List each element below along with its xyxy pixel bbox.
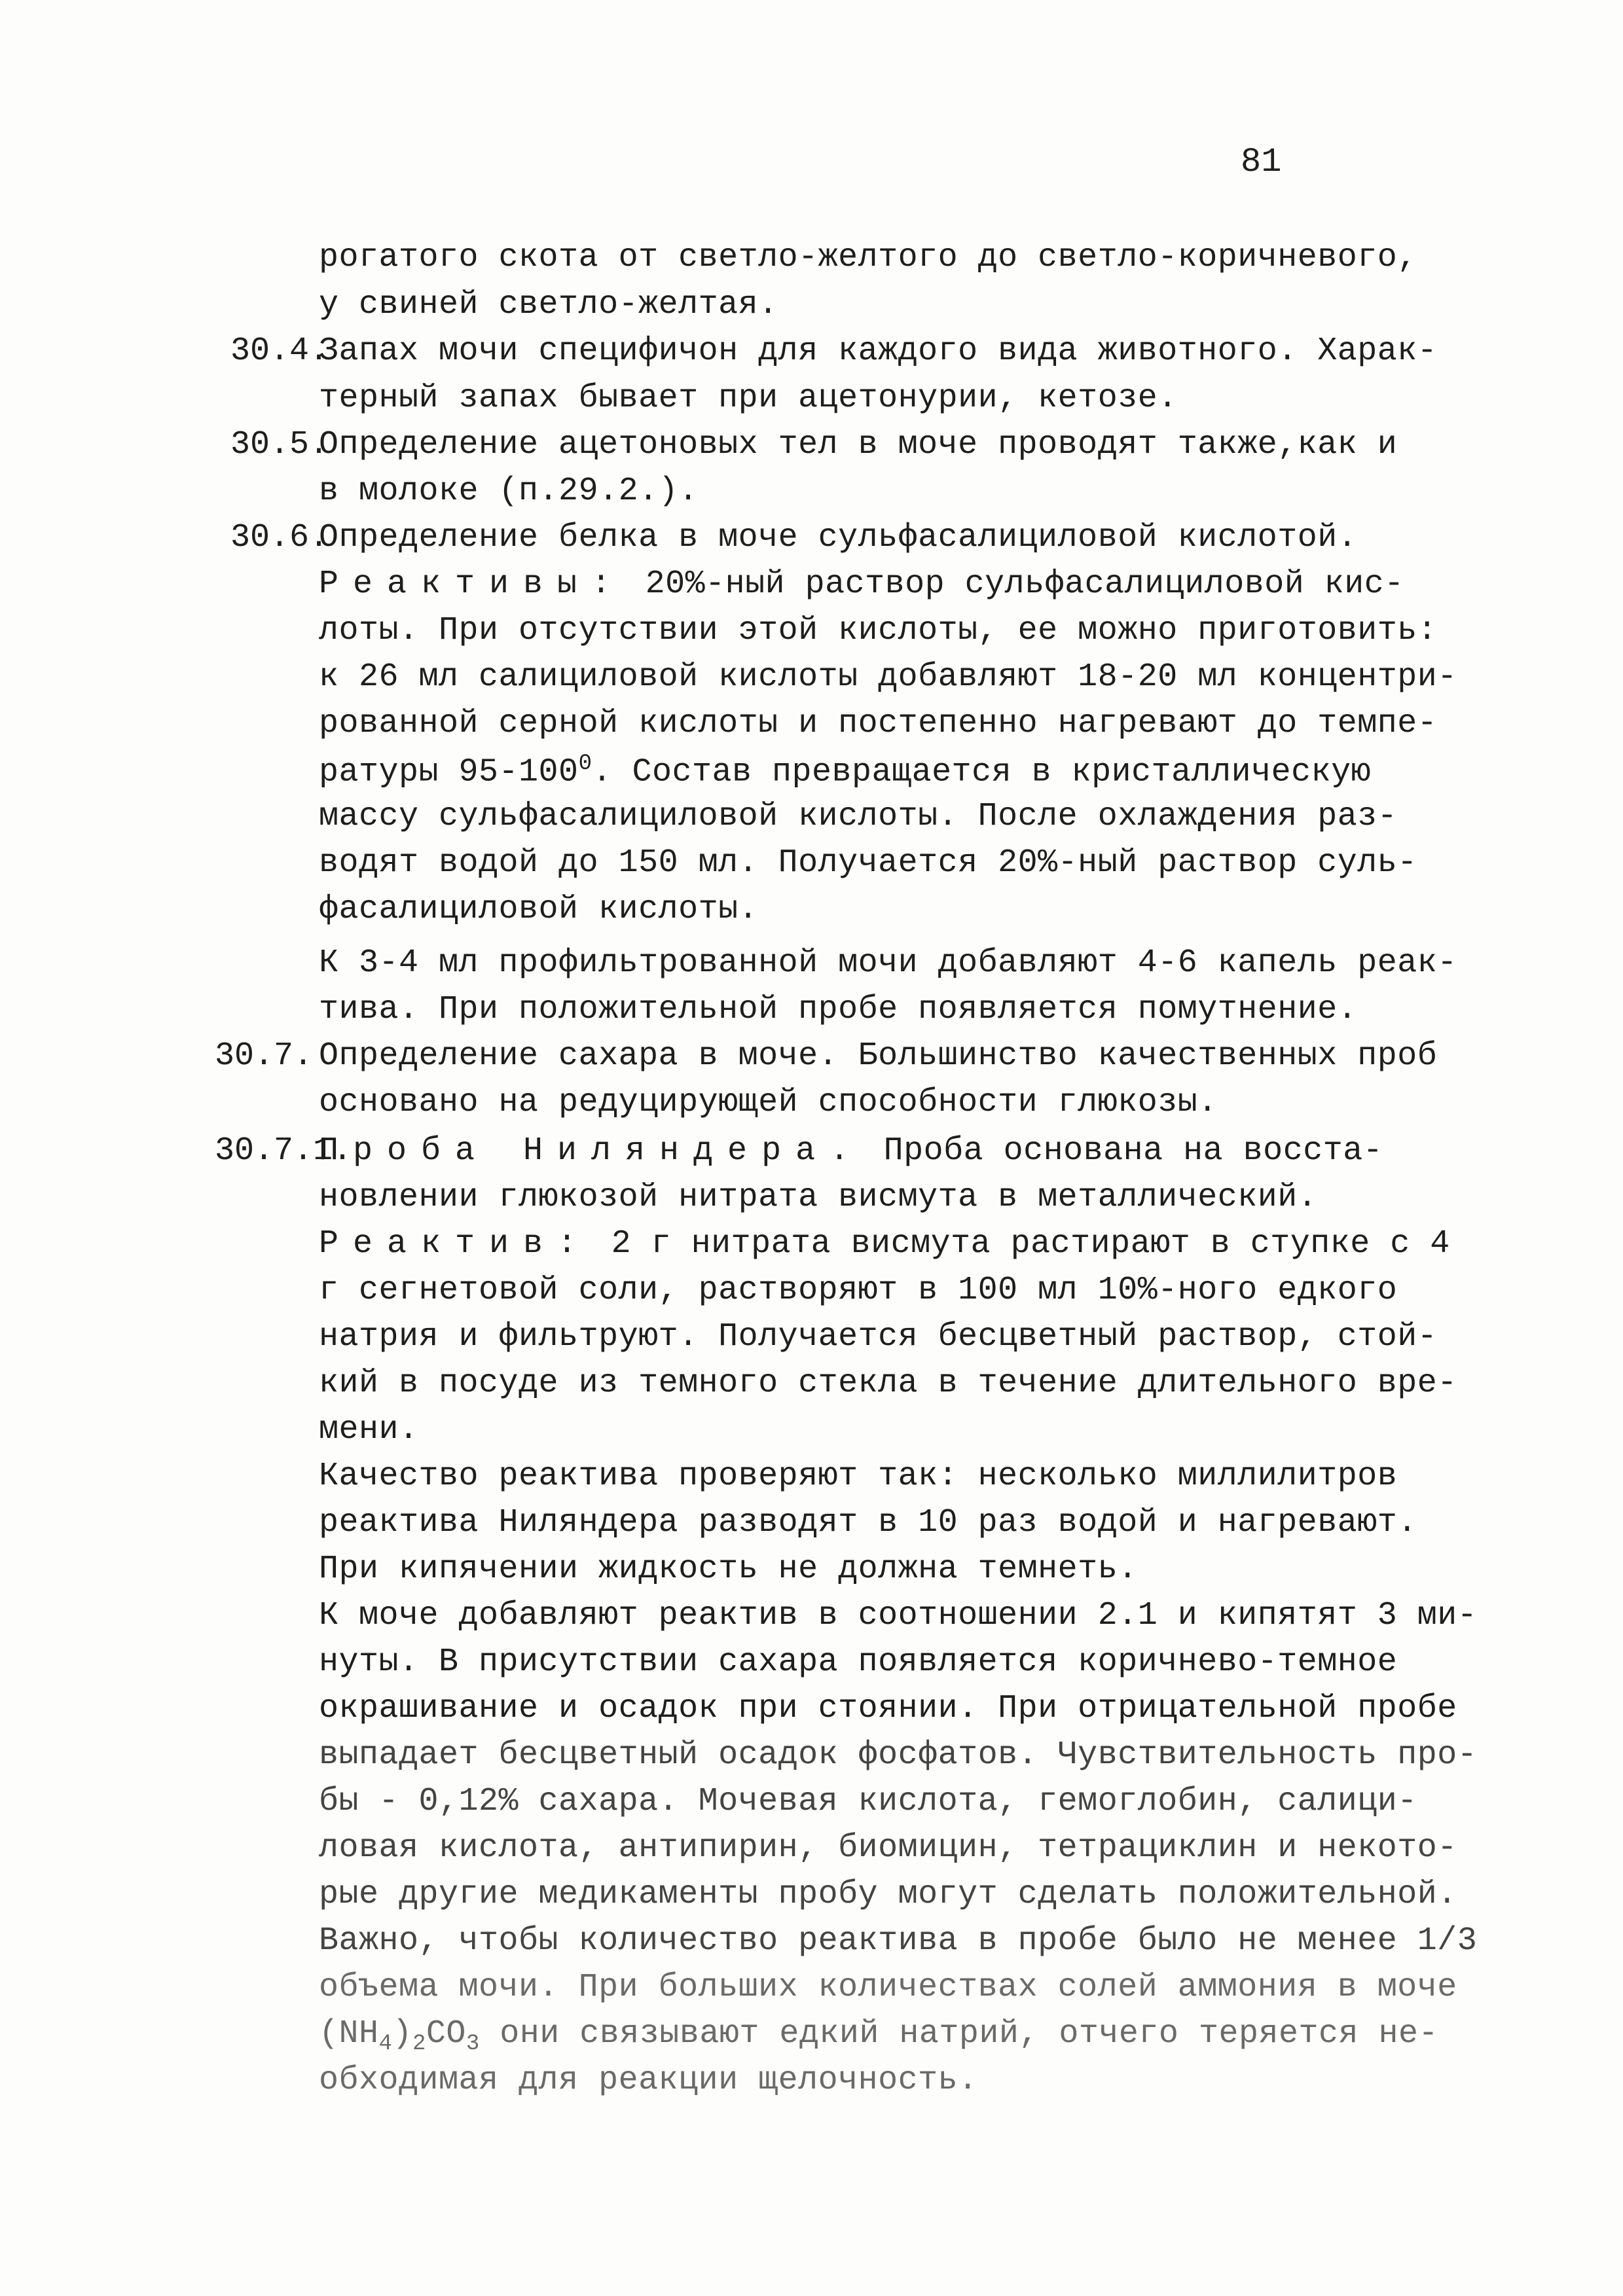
text-line: основано на редуцирующей способности глюкозы. <box>319 1084 1218 1121</box>
text-line: К 3-4 мл профильтрованной мочи добавляют 4-6 капель реак- <box>319 944 1457 982</box>
text-line: ловая кислота, антипирин, биомицин, тетрациклин и некото- <box>319 1829 1457 1867</box>
text-fragment: 2 г нитрата висмута растирают в ступке с 4 <box>611 1225 1450 1263</box>
text-line: реактива Ниляндера разводят в 10 раз водой и нагревают. <box>319 1504 1417 1541</box>
text-line: у свиней светло-желтая. <box>319 286 778 323</box>
text-line: Определение сахара в моче. Большинство качественных проб <box>319 1037 1438 1075</box>
spaced-term: Реактивы: <box>319 565 626 603</box>
formula-part: (NH <box>319 2015 379 2053</box>
text-line: новлении глюкозой нитрата висмута в металлический. <box>319 1179 1318 1216</box>
text-line: в молоке (п.29.2.). <box>319 473 699 510</box>
section-number: 30.6. <box>230 519 329 556</box>
text-line: водят водой до 150 мл. Получается 20%-ный раствор суль- <box>319 844 1417 882</box>
text-line: лоты. При отсутствии этой кислоты, ее можно приготовить: <box>319 612 1438 649</box>
text-line <box>319 2015 1438 2056</box>
text-line: г сегнетовой соли, растворяют в 100 мл 10%-ного едкого <box>319 1272 1398 1309</box>
formula-part: CO <box>426 2015 466 2053</box>
text-line: рые другие медикаменты пробу могут сделать положительной. <box>319 1876 1457 1913</box>
text-line: объема мочи. При больших количествах солей аммония в моче <box>319 1969 1457 2006</box>
text-line: Определение ацетоновых тел в моче проводят также,как и <box>319 426 1398 463</box>
degree-superscript: 0 <box>578 751 593 776</box>
text-line: Важно, чтобы количество реактива в пробе было не менее 1/3 <box>319 1922 1478 1960</box>
text-line: рованной серной кислоты и постепенно нагревают до темпе- <box>319 705 1438 742</box>
text-line: терный запах бывает при ацетонурии, кетозе. <box>319 380 1178 417</box>
formula-part: ) <box>392 2015 412 2053</box>
text-line: рогатого скота от светло-желтого до светло-коричневого, <box>319 239 1417 276</box>
text-line: бы - 0,12% сахара. Мочевая кислота, гемоглобин, салици- <box>319 1783 1417 1820</box>
text-line: фасалициловой кислоты. <box>319 891 759 928</box>
section-number: 30.7. <box>215 1037 314 1075</box>
text-line: тива. При положительной пробе появляется помутнение. <box>319 991 1358 1028</box>
text-fragment: ратуры 95-100 <box>319 753 579 791</box>
formula-subscript: 4 <box>378 2032 393 2056</box>
page-number: 81 <box>1241 143 1282 181</box>
text-line: натрия и фильтруют. Получается бесцветный раствор, стой- <box>319 1318 1438 1355</box>
text-line: мени. <box>319 1411 419 1448</box>
text-line: Запах мочи специфичон для каждого вида животного. Харак- <box>319 332 1438 370</box>
text-line: К моче добавляют реактив в соотношении 2.1 и кипятят 3 ми- <box>319 1597 1478 1634</box>
text-line: к 26 мл салициловой кислоты добавляют 18-20 мл концентри- <box>319 658 1457 696</box>
text-line: Качество реактива проверяют так: несколько миллилитров <box>319 1458 1398 1495</box>
formula-subscript: 2 <box>412 2032 426 2056</box>
text-line: выпадает бесцветный осадок фосфатов. Чувствительность про- <box>319 1736 1478 1774</box>
text-line: кий в посуде из темного стекла в течение длительного вре- <box>319 1365 1457 1402</box>
text-line <box>319 751 1371 791</box>
section-number: 30.5. <box>230 426 329 463</box>
text-line: окрашивание и осадок при стоянии. При отрицательной пробе <box>319 1690 1457 1727</box>
text-line: Определение белка в моче сульфасалициловой кислотой. <box>319 519 1358 556</box>
section-number: 30.7.1. <box>215 1132 353 1170</box>
text-line <box>319 1225 1450 1263</box>
text-line: нуты. В присутствии сахара появляется коричнево-темное <box>319 1643 1398 1681</box>
text-line <box>319 565 1404 603</box>
text-line: При кипячении жидкость не должна темнеть. <box>319 1551 1138 1588</box>
text-line: обходимая для реакции щелочность. <box>319 2062 978 2099</box>
text-line <box>319 1132 1383 1170</box>
section-number: 30.4. <box>230 332 329 370</box>
text-fragment: 20%-ный раствор сульфасалициловой кис- <box>645 565 1404 603</box>
spaced-term: Реактив: <box>319 1225 592 1263</box>
text-fragment: Проба основана на восста- <box>883 1132 1383 1170</box>
spaced-term: Проба Ниляндера. <box>319 1132 864 1170</box>
formula-subscript: 3 <box>465 2032 480 2056</box>
text-line: массу сульфасалициловой кислоты. После охлаждения раз- <box>319 798 1398 835</box>
text-fragment: . Состав превращается в кристаллическую <box>592 753 1372 791</box>
text-fragment: они связывают едкий натрий, отчего теряется не- <box>479 2015 1438 2053</box>
